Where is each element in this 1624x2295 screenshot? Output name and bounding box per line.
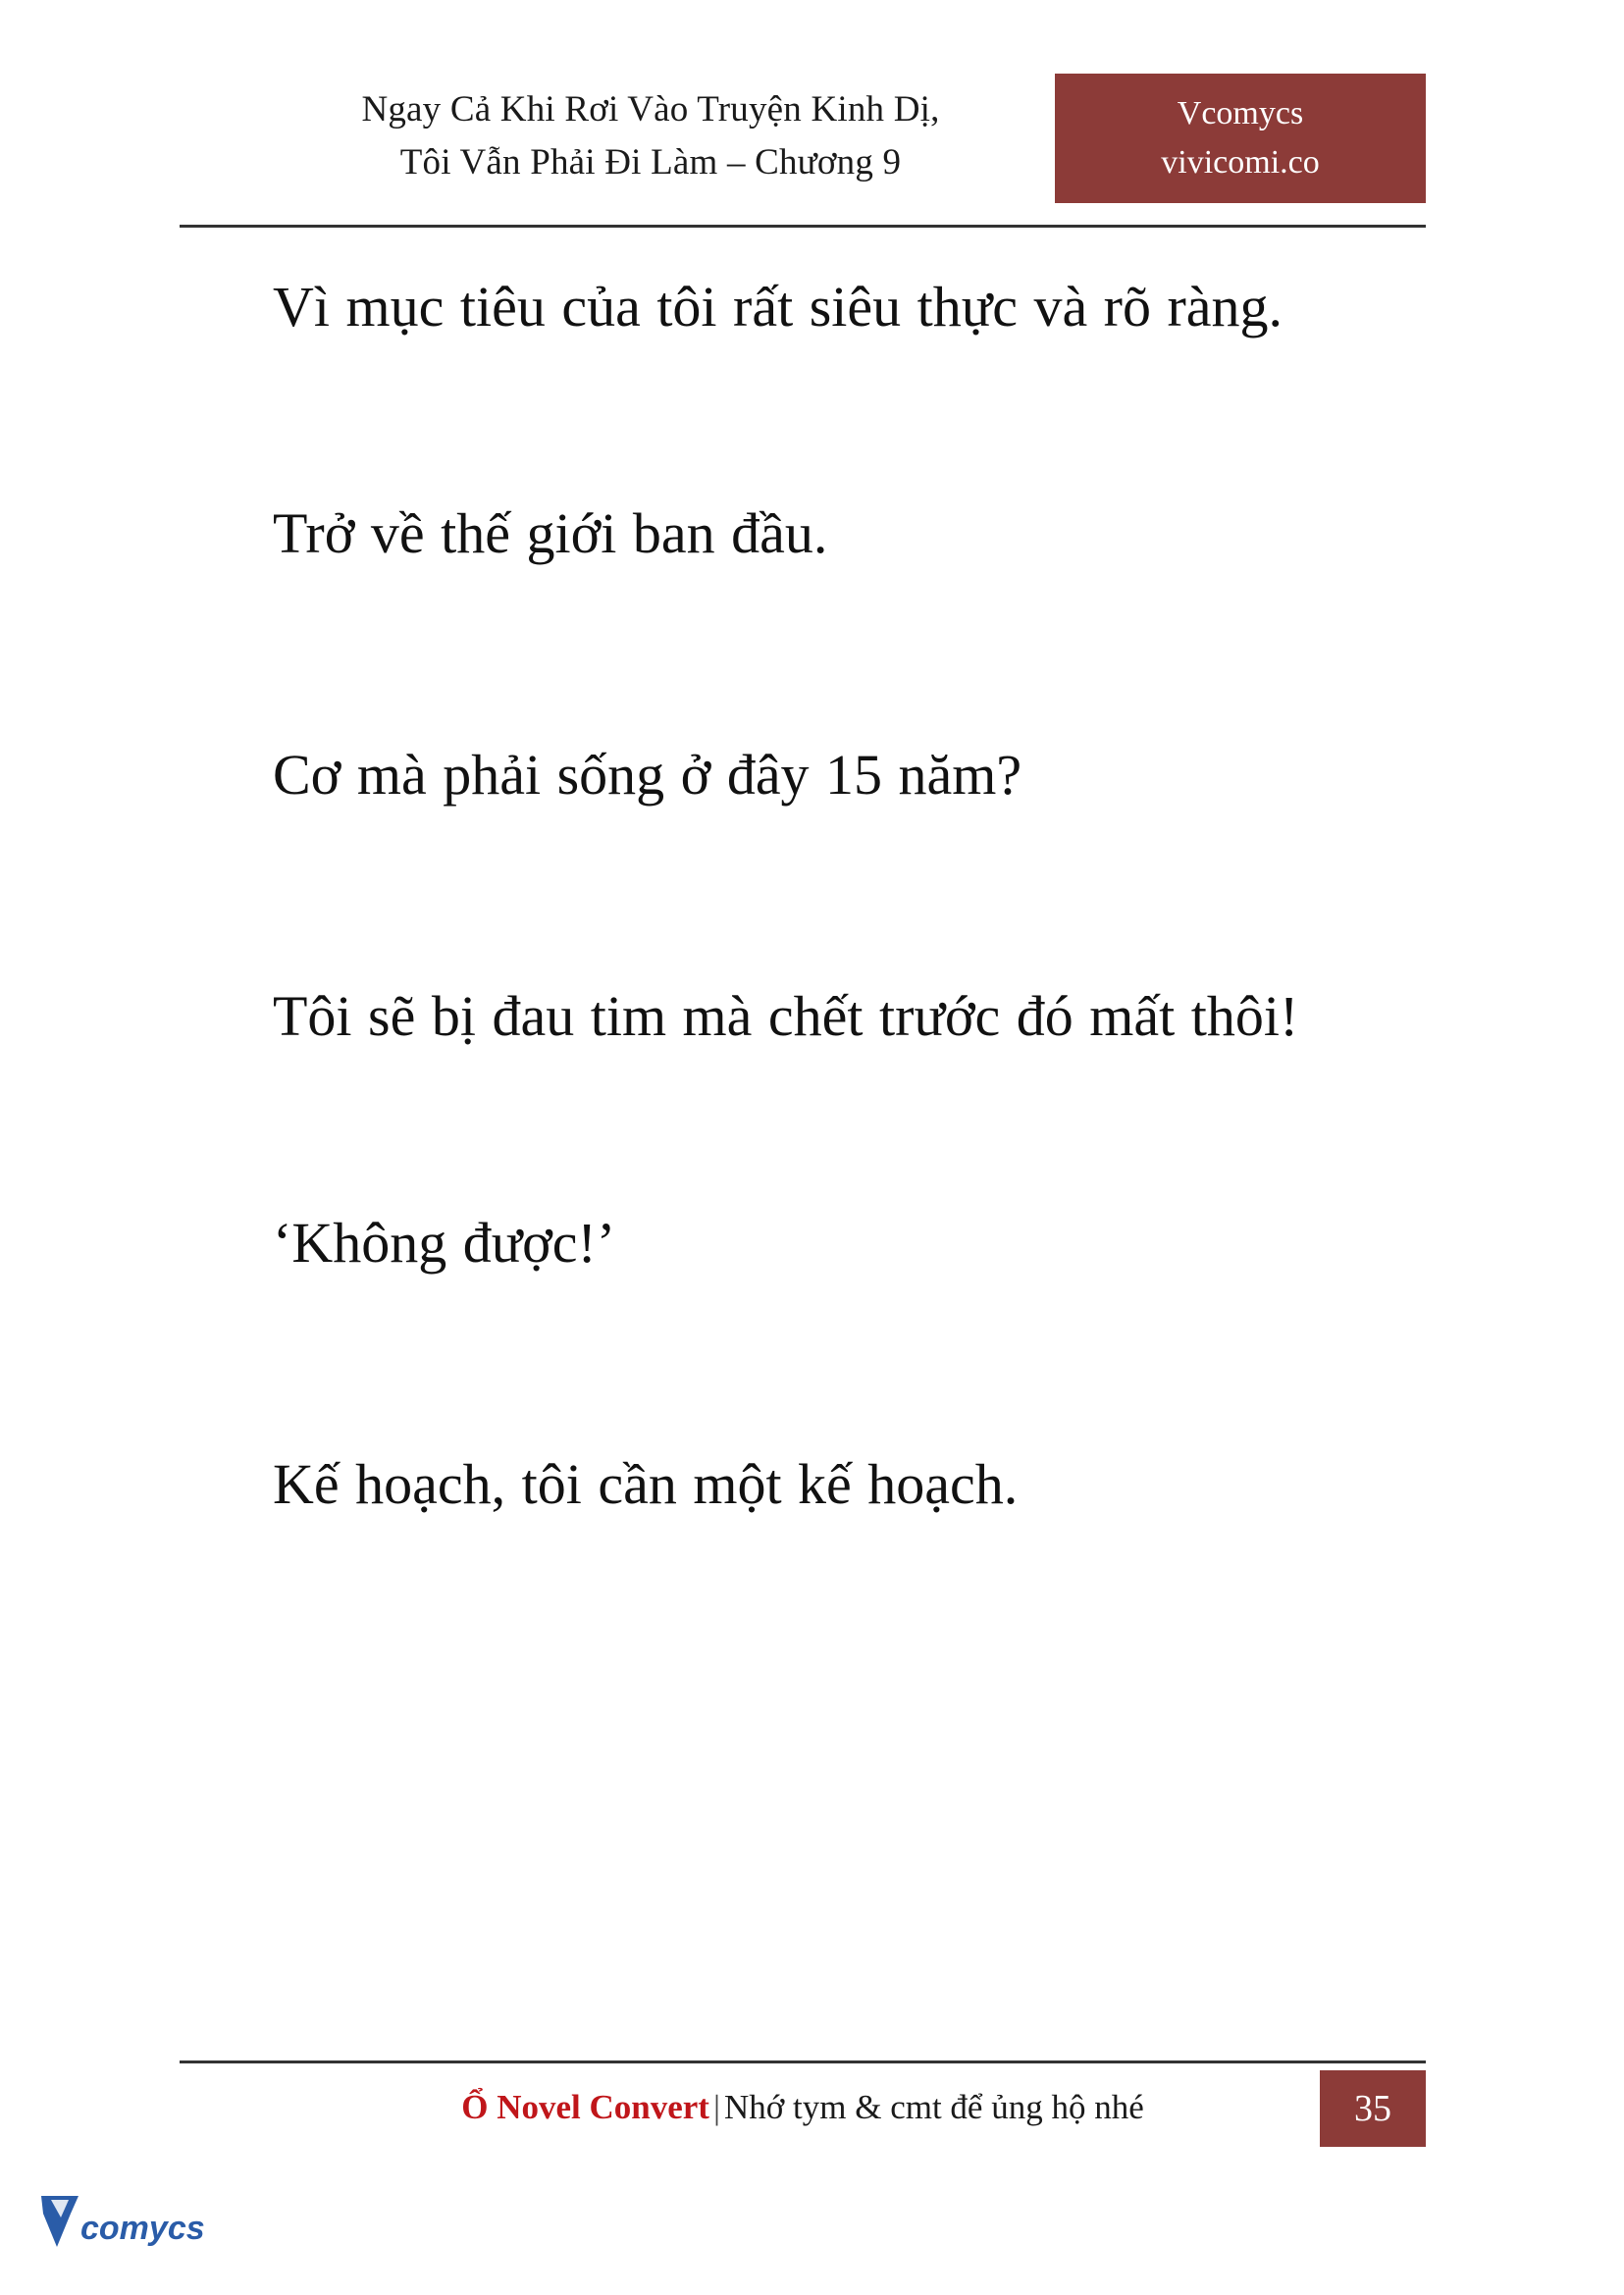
paragraph: Trở về thế giới ban đầu.	[273, 501, 828, 565]
paragraph: Tôi sẽ bị đau tim mà chết trước đó mất thôi!	[273, 984, 1299, 1048]
paragraph: ‘Không được!’	[273, 1211, 616, 1275]
header-divider	[180, 225, 1426, 228]
svg-text:comycs: comycs	[80, 2210, 205, 2247]
footer-brand: Ổ Novel Convert	[461, 2088, 709, 2126]
footer-separator: |	[712, 2088, 720, 2126]
paragraph: Cơ mà phải sống ở đây 15 năm?	[273, 743, 1022, 807]
site-badge-name: Vcomycs	[1177, 95, 1304, 131]
page-footer	[180, 2070, 1426, 2147]
header-title-line2: Tôi Vẫn Phải Đi Làm – Chương 9	[399, 142, 902, 183]
paragraph: Kế hoạch, tôi cần một kế hoạch.	[273, 1452, 1019, 1516]
footer-credit	[180, 2082, 1426, 2133]
vcomycs-logo-icon	[37, 2186, 263, 2263]
site-badge-url: vivicomi.co	[1161, 144, 1320, 181]
header-title	[248, 83, 1053, 189]
site-badge[interactable]	[1055, 74, 1426, 203]
footer-note: Nhớ tym & cmt để ủng hộ nhé	[723, 2088, 1144, 2126]
paragraph: Vì mục tiêu của tôi rất siêu thực và rõ ràng.	[273, 275, 1283, 339]
footer-divider	[180, 2060, 1426, 2063]
page-content	[180, 265, 1426, 1527]
page-header	[180, 83, 1426, 231]
page-number-badge: 35	[1320, 2070, 1426, 2147]
header-title-line1: Ngay Cả Khi Rơi Vào Truyện Kinh Dị,	[361, 89, 940, 130]
